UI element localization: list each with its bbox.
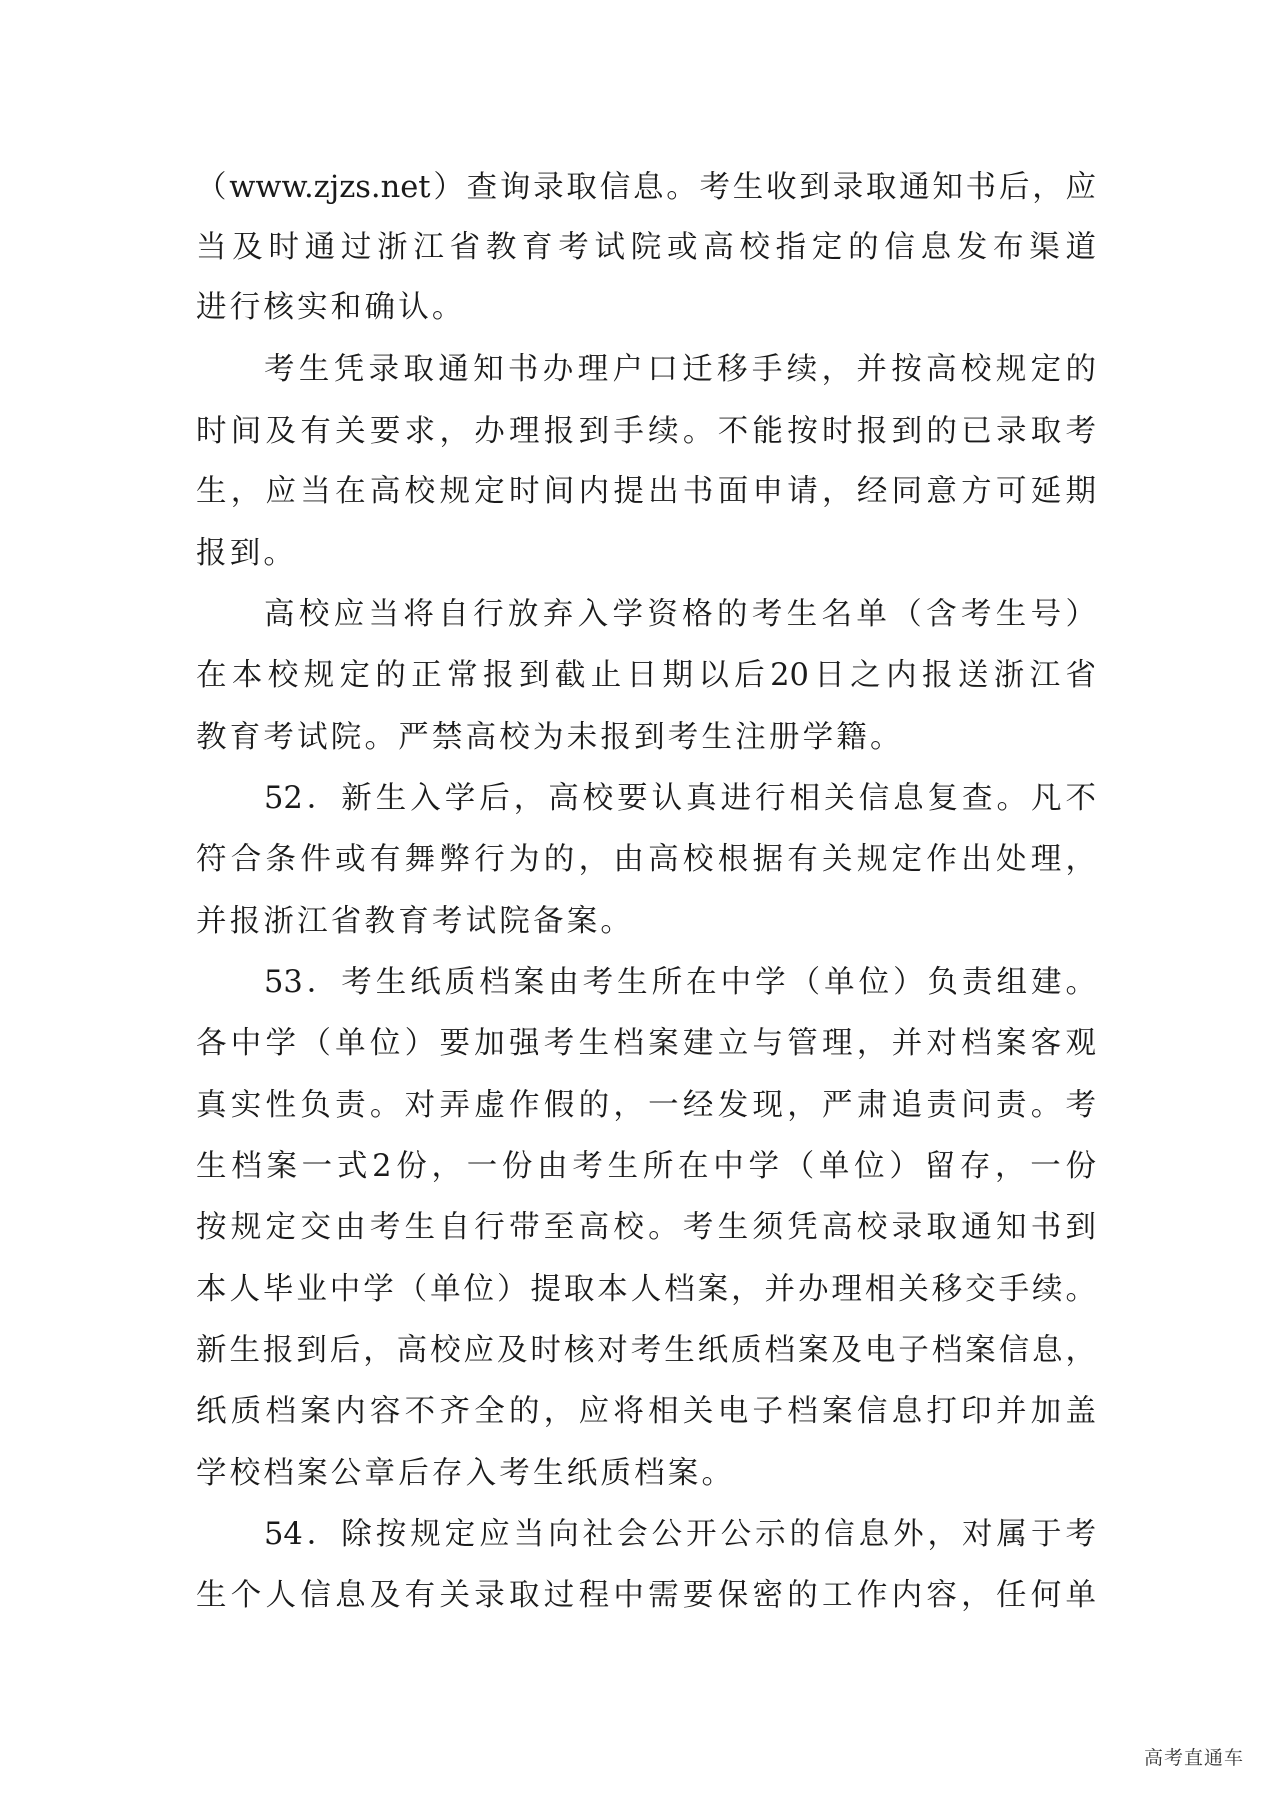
text-line-1: （www.zjzs.net）查询录取信息。考生收到录取通知书后，应 [196,170,1096,205]
text-line-19: 本人毕业中学（单位）提取本人档案，并办理相关移交手续。 [196,1272,1096,1307]
text-line-12: 符合条件或有舞弊行为的，由高校根据有关规定作出处理， [196,842,1096,877]
text-line-20: 新生报到后，高校应及时核对考生纸质档案及电子档案信息， [196,1333,1096,1368]
text-line-17: 生档案一式2份，一份由考生所在中学（单位）留存，一份 [196,1149,1096,1184]
text-line-3: 进行核实和确认。 [196,290,466,325]
text-line-22: 学校档案公章后存入考生纸质档案。 [196,1456,736,1491]
watermark-text: 高考直通车 [1143,1747,1244,1769]
text-line-2: 当及时通过浙江省教育考试院或高校指定的信息发布渠道 [196,230,1096,265]
text-line-13: 并报浙江省教育考试院备案。 [196,904,635,939]
text-line-21: 纸质档案内容不齐全的，应将相关电子档案信息打印并加盖 [196,1394,1096,1429]
text-line-15: 各中学（单位）要加强考生档案建立与管理，并对档案客观 [196,1026,1096,1061]
text-line-16: 真实性负责。对弄虚作假的，一经发现，严肃追责问责。考 [196,1088,1096,1123]
text-line-8: 高校应当将自行放弃入学资格的考生名单（含考生号） [264,597,1096,632]
text-line-10: 教育考试院。严禁高校为未报到考生注册学籍。 [196,720,904,755]
text-line-23: 54．除按规定应当向社会公开公示的信息外，对属于考 [264,1517,1096,1552]
text-line-14: 53．考生纸质档案由考生所在中学（单位）负责组建。 [264,965,1096,1000]
text-line-4: 考生凭录取通知书办理户口迁移手续，并按高校规定的 [264,352,1096,387]
text-line-7: 报到。 [196,536,298,571]
text-line-5: 时间及有关要求，办理报到手续。不能按时报到的已录取考 [196,414,1096,449]
text-line-11: 52．新生入学后，高校要认真进行相关信息复查。凡不 [264,781,1096,816]
text-line-6: 生，应当在高校规定时间内提出书面申请，经同意方可延期 [196,474,1096,509]
text-line-18: 按规定交由考生自行带至高校。考生须凭高校录取通知书到 [196,1210,1096,1245]
text-line-24: 生个人信息及有关录取过程中需要保密的工作内容，任何单 [196,1578,1096,1613]
text-line-9: 在本校规定的正常报到截止日期以后20日之内报送浙江省 [196,658,1096,693]
